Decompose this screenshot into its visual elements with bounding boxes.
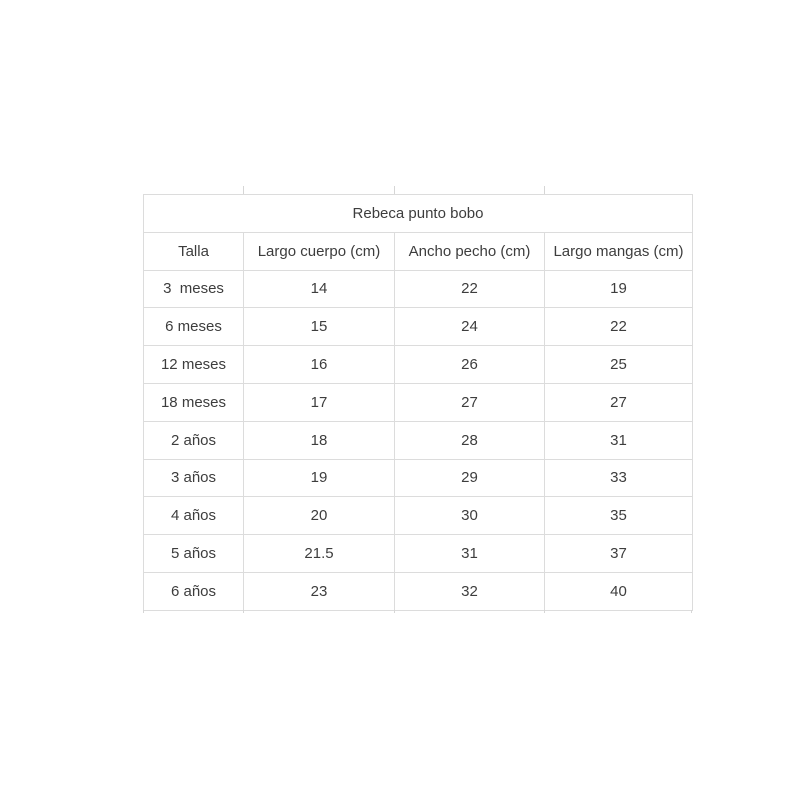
cell-talla: 3 meses: [144, 270, 244, 308]
cell-talla: 12 meses: [144, 346, 244, 384]
column-header-largo-cuerpo: Largo cuerpo (cm): [244, 232, 395, 270]
column-header-talla: Talla: [144, 232, 244, 270]
table-row: [144, 497, 693, 535]
cell-ancho-pecho: 29: [395, 459, 545, 497]
table-row: [144, 421, 693, 459]
column-border-tick-bottom: [243, 610, 244, 613]
column-border-tick-top: [394, 186, 395, 194]
cell-largo-cuerpo: 20: [244, 497, 395, 535]
table-row: [144, 535, 693, 573]
title-row: [144, 195, 693, 233]
cell-talla: 2 años: [144, 421, 244, 459]
size-table: [143, 194, 693, 611]
table-row: [144, 346, 693, 384]
column-border-tick-bottom: [394, 610, 395, 613]
cell-largo-cuerpo: 19: [244, 459, 395, 497]
cell-largo-cuerpo: 23: [244, 572, 395, 610]
cell-talla: 6 años: [144, 572, 244, 610]
cell-largo-mangas: 27: [545, 383, 693, 421]
cell-largo-mangas: 40: [545, 572, 693, 610]
cell-largo-mangas: 19: [545, 270, 693, 308]
cell-largo-cuerpo: 14: [244, 270, 395, 308]
cell-largo-mangas: 31: [545, 421, 693, 459]
cell-talla: 4 años: [144, 497, 244, 535]
table-row: [144, 308, 693, 346]
column-header-largo-mangas: Largo mangas (cm): [545, 232, 693, 270]
cell-ancho-pecho: 26: [395, 346, 545, 384]
cell-talla: 3 años: [144, 459, 244, 497]
cell-largo-cuerpo: 16: [244, 346, 395, 384]
column-border-tick-bottom: [691, 610, 692, 613]
column-border-tick-bottom: [143, 610, 144, 613]
cell-ancho-pecho: 27: [395, 383, 545, 421]
cell-ancho-pecho: 28: [395, 421, 545, 459]
cell-largo-cuerpo: 15: [244, 308, 395, 346]
column-border-tick-top: [243, 186, 244, 194]
cell-ancho-pecho: 32: [395, 572, 545, 610]
column-border-tick-bottom: [544, 610, 545, 613]
cell-largo-mangas: 35: [545, 497, 693, 535]
cell-largo-cuerpo: 17: [244, 383, 395, 421]
cell-talla: 6 meses: [144, 308, 244, 346]
cell-largo-cuerpo: 18: [244, 421, 395, 459]
cell-ancho-pecho: 30: [395, 497, 545, 535]
size-table-wrapper: [143, 186, 692, 611]
table-row: [144, 383, 693, 421]
column-header-ancho-pecho: Ancho pecho (cm): [395, 232, 545, 270]
column-border-tick-top: [544, 186, 545, 194]
cell-largo-mangas: 22: [545, 308, 693, 346]
cell-ancho-pecho: 22: [395, 270, 545, 308]
cell-talla: 5 años: [144, 535, 244, 573]
cell-ancho-pecho: 24: [395, 308, 545, 346]
table-row: [144, 270, 693, 308]
cell-talla: 18 meses: [144, 383, 244, 421]
cell-largo-mangas: 33: [545, 459, 693, 497]
table-title: Rebeca punto bobo: [144, 195, 693, 233]
header-row: [144, 232, 693, 270]
table-row: [144, 459, 693, 497]
cell-largo-cuerpo: 21.5: [244, 535, 395, 573]
cell-largo-mangas: 25: [545, 346, 693, 384]
cell-ancho-pecho: 31: [395, 535, 545, 573]
cell-largo-mangas: 37: [545, 535, 693, 573]
table-row: [144, 572, 693, 610]
